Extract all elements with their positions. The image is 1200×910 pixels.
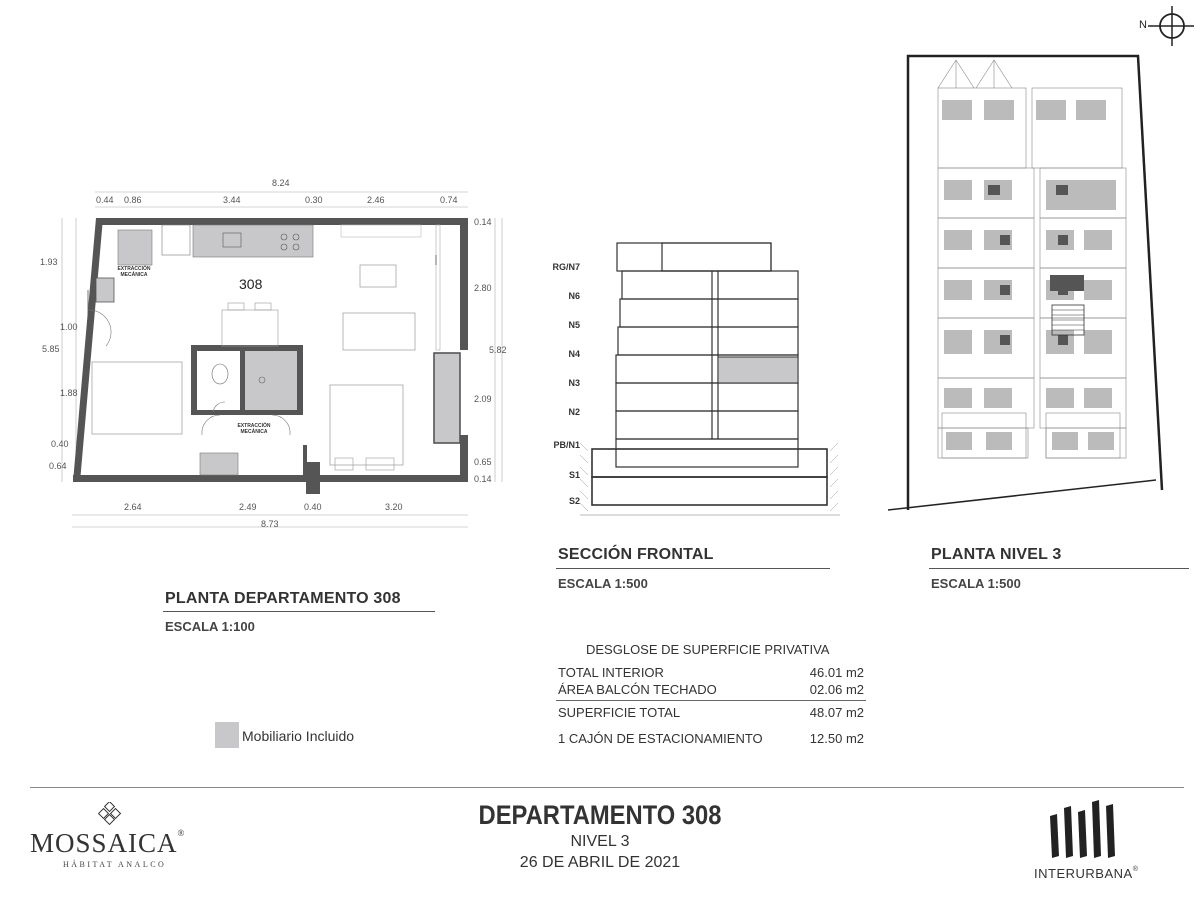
floor-plan-scale: ESCALA 1:100 <box>165 619 255 634</box>
mossaica-tagline: HÁBITAT ANALCO <box>63 860 167 869</box>
level-3-drawing <box>880 50 1180 520</box>
area-row-label: ÁREA BALCÓN TECHADO <box>558 682 717 697</box>
dim-top-4: 0.30 <box>305 195 323 205</box>
north-arrow <box>1136 6 1196 46</box>
footer-level: NIVEL 3 <box>570 833 630 850</box>
area-row-balcon <box>558 682 864 697</box>
footer-title: DEPARTAMENTO 308 <box>478 800 722 830</box>
level-3-plan <box>880 50 1180 520</box>
legend-label: Mobiliario Incluido <box>242 728 355 744</box>
floor-plan-308 <box>40 170 520 540</box>
dim-left-5: 0.40 <box>51 439 69 449</box>
interurbana-trademark: ® <box>1132 866 1139 873</box>
dim-top-3: 3.44 <box>223 195 241 205</box>
extraction-label-2: EXTRACCIÓN MECÁNICA <box>237 423 271 435</box>
dim-left-4: 1.88 <box>60 388 78 398</box>
level-label-n4: N4 <box>568 349 580 359</box>
mossaica-name-text: MOSSAICA <box>30 828 178 858</box>
dim-top-5: 2.46 <box>367 195 385 205</box>
area-row-value: 12.50 m2 <box>809 731 864 746</box>
section-frontal-title: SECCIÓN FRONTAL <box>558 546 714 563</box>
area-row-total-interior <box>558 665 864 680</box>
dim-bottom-total: 8.73 <box>261 519 279 529</box>
extraction-label-1: EXTRACCIÓN MECÁNICA <box>117 266 151 278</box>
mossaica-trademark: ® <box>177 828 186 838</box>
area-row-label: TOTAL INTERIOR <box>558 665 664 680</box>
level-3-rule <box>929 568 1189 569</box>
dim-right-4: 2.09 <box>474 394 492 404</box>
section-frontal-rule <box>556 568 830 569</box>
section-frontal <box>540 235 840 525</box>
dim-bottom-1: 2.64 <box>124 502 142 512</box>
legend-swatch <box>215 722 239 748</box>
area-row-value: 02.06 m2 <box>809 682 864 697</box>
dim-bottom-3: 0.40 <box>304 502 322 512</box>
dim-top-2: 0.86 <box>124 195 142 205</box>
dim-left-2: 1.00 <box>60 322 78 332</box>
dim-right-2: 2.80 <box>474 283 492 293</box>
dim-right-1: 0.14 <box>474 217 492 227</box>
mossaica-diamond-icon <box>98 802 122 826</box>
level-label-pb-n1: PB/N1 <box>553 440 580 450</box>
dim-left-6: 0.64 <box>49 461 67 471</box>
dim-top-1: 0.44 <box>96 195 114 205</box>
level-label-n6: N6 <box>568 291 580 301</box>
area-row-superficie-total <box>558 705 864 720</box>
area-row-value: 46.01 m2 <box>809 665 864 680</box>
level-3-scale: ESCALA 1:500 <box>931 576 1021 591</box>
dim-top-6: 0.74 <box>440 195 458 205</box>
footer-divider <box>30 787 1184 788</box>
dim-left-1: 1.93 <box>40 257 58 267</box>
section-frontal-scale: ESCALA 1:500 <box>558 576 648 591</box>
interurbana-name <box>1034 866 1138 881</box>
area-row-label: 1 CAJÓN DE ESTACIONAMIENTO <box>558 731 763 746</box>
dim-bottom-2: 2.49 <box>239 502 257 512</box>
level-label-s1: S1 <box>568 470 580 480</box>
floor-plan-title: PLANTA DEPARTAMENTO 308 <box>165 590 401 607</box>
floor-plan-rule <box>163 611 435 612</box>
dim-left-3: 5.85 <box>42 344 60 354</box>
floor-plan-drawing <box>40 170 520 540</box>
interurbana-name-text: INTERURBANA <box>1034 866 1133 881</box>
level-3-title: PLANTA NIVEL 3 <box>931 546 1062 563</box>
dim-bottom-4: 3.20 <box>385 502 403 512</box>
level-label-n3: N3 <box>568 378 580 388</box>
footer-date: 26 DE ABRIL DE 2021 <box>519 854 681 871</box>
level-label-s2: S2 <box>568 496 580 506</box>
level-label-rg-n7: RG/N7 <box>552 262 580 272</box>
level-label-n2: N2 <box>568 407 580 417</box>
area-row-value: 48.07 m2 <box>809 705 864 720</box>
area-row-label: SUPERFICIE TOTAL <box>558 705 681 720</box>
level-label-n5: N5 <box>568 320 580 330</box>
dim-right-6: 0.14 <box>474 474 492 484</box>
section-drawing <box>540 235 840 525</box>
area-table-rule <box>556 700 866 701</box>
mossaica-name <box>30 828 185 859</box>
area-row-estacionamiento <box>558 731 864 746</box>
dim-right-3: 5.82 <box>489 345 507 355</box>
area-table-heading: DESGLOSE DE SUPERFICIE PRIVATIVA <box>586 642 830 657</box>
mossaica-logo <box>30 800 200 880</box>
north-label: N <box>1139 19 1147 31</box>
interurbana-logo <box>1030 798 1190 888</box>
dim-right-5: 0.65 <box>474 457 492 467</box>
north-compass-icon <box>1136 6 1196 46</box>
dim-top-total: 8.24 <box>272 178 290 188</box>
interurbana-bars-icon <box>1048 798 1118 860</box>
unit-number-308: 308 <box>239 276 263 292</box>
